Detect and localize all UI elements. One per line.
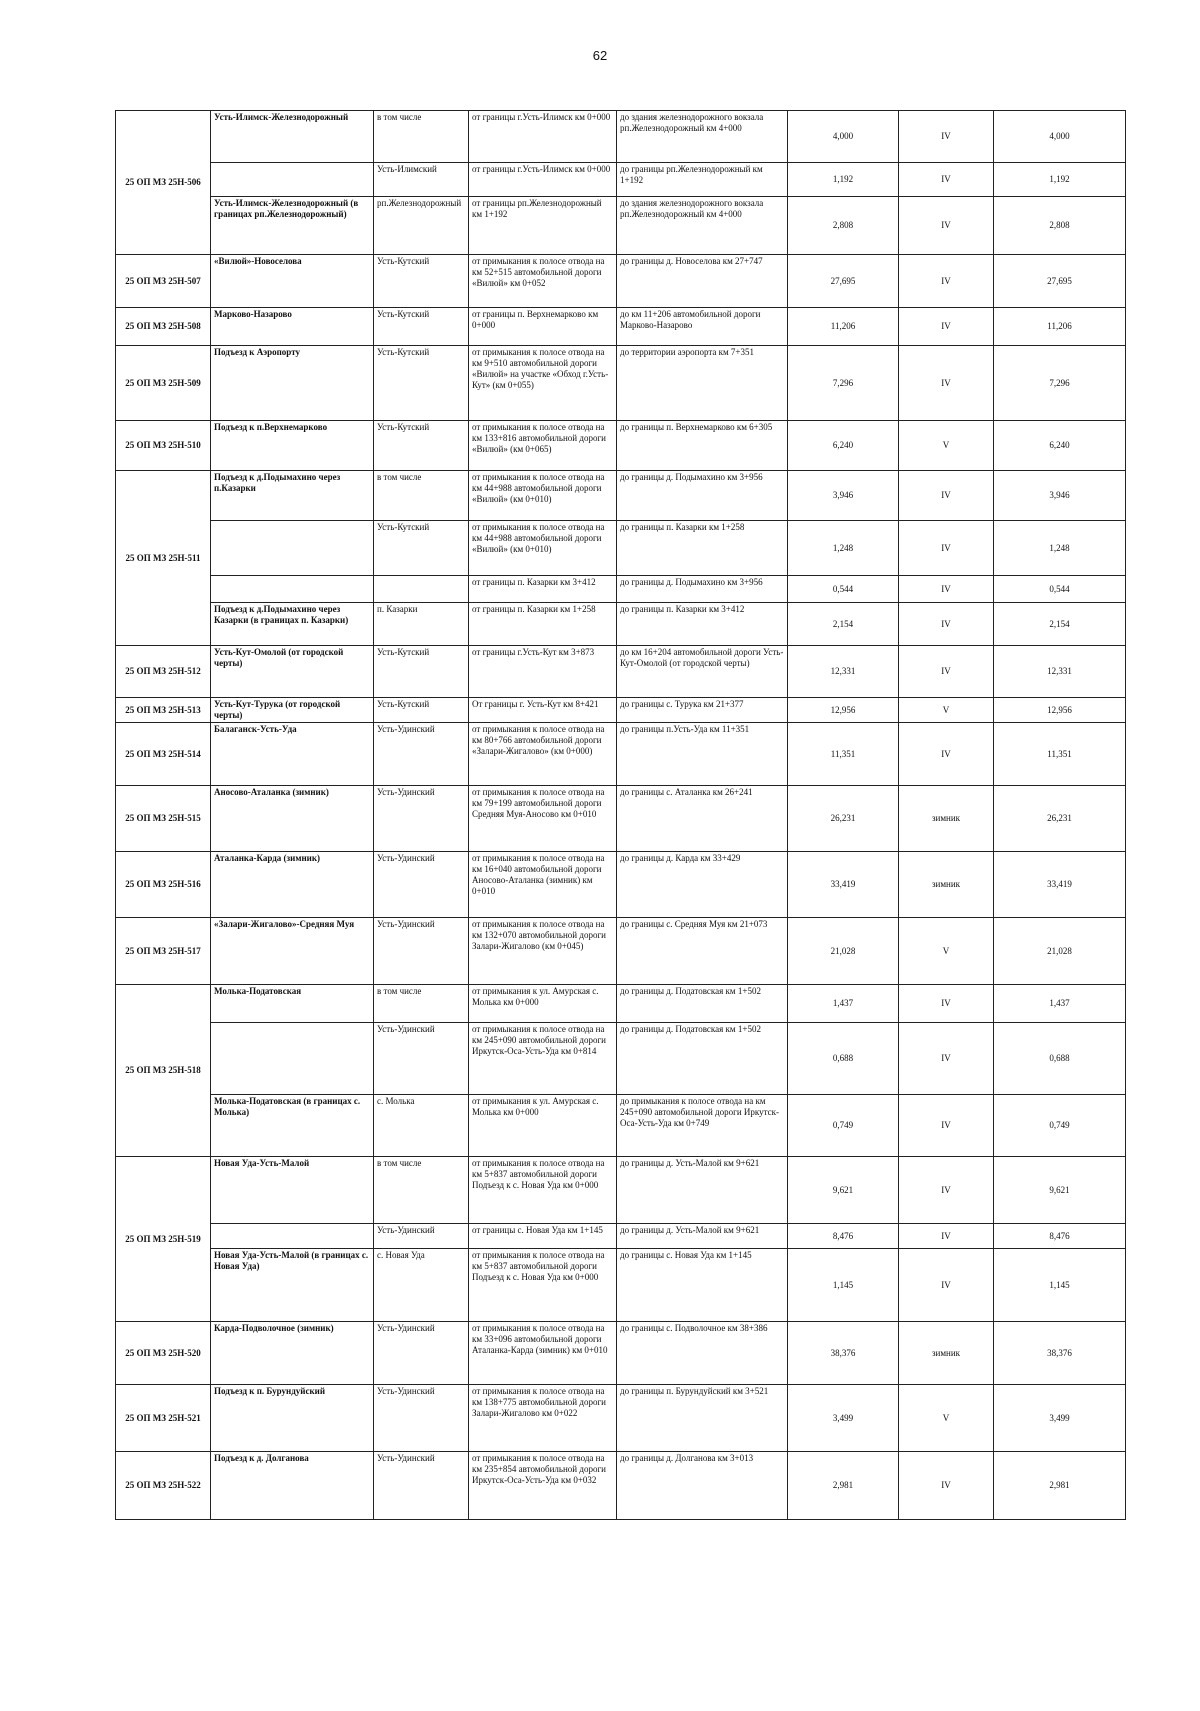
- total-length-cell: 21,028: [994, 918, 1126, 985]
- start-point-cell: от границы с. Новая Уда км 1+145: [469, 1224, 617, 1249]
- road-name-cell: Усть-Илимск-Железнодорожный (в границах рп.Железнодорожный): [211, 197, 374, 255]
- end-point-cell: до здания железнодорожного вокзала рп.Железнодорожный км 4+000: [617, 197, 788, 255]
- category-cell: IV: [899, 576, 994, 603]
- road-name-cell: Подъезд к п. Бурундуйский: [211, 1385, 374, 1452]
- road-register-table: [115, 110, 1126, 1520]
- total-length-cell: 12,956: [994, 698, 1126, 723]
- end-point-cell: до границы с. Средняя Муя км 21+073: [617, 918, 788, 985]
- start-point-cell: от примыкания к полосе отвода на км 44+988 автомобильной дороги «Вилюй» (км 0+010): [469, 521, 617, 576]
- table-row: [116, 1224, 1126, 1249]
- district-cell: Усть-Кутский: [374, 521, 469, 576]
- table-row: [116, 346, 1126, 421]
- category-cell: IV: [899, 471, 994, 521]
- road-name-cell: Молька-Податовская (в границах с. Молька): [211, 1095, 374, 1157]
- total-length-cell: 26,231: [994, 786, 1126, 852]
- length-cell: 1,437: [788, 985, 899, 1023]
- table-row: [116, 1322, 1126, 1385]
- category-cell: V: [899, 918, 994, 985]
- end-point-cell: до границы п. Казарки км 3+412: [617, 603, 788, 646]
- table-body: [116, 111, 1126, 1520]
- road-name-cell: Молька-Податовская: [211, 985, 374, 1023]
- start-point-cell: от примыкания к полосе отвода на км 52+515 автомобильной дороги «Вилюй» км 0+052: [469, 255, 617, 308]
- length-cell: 0,544: [788, 576, 899, 603]
- length-cell: 0,688: [788, 1023, 899, 1095]
- category-cell: IV: [899, 646, 994, 698]
- start-point-cell: от примыкания к полосе отвода на км 80+766 автомобильной дороги «Залари-Жигалово» (км 0+000): [469, 723, 617, 786]
- length-cell: 3,499: [788, 1385, 899, 1452]
- district-cell: Усть-Кутский: [374, 308, 469, 346]
- table-row: [116, 308, 1126, 346]
- start-point-cell: от примыкания к полосе отвода на км 235+854 автомобильной дороги Иркутск-Оса-Усть-Уда км 0+032: [469, 1452, 617, 1520]
- start-point-cell: от границы г.Усть-Илимск км 0+000: [469, 111, 617, 163]
- table-row: [116, 111, 1126, 163]
- length-cell: 27,695: [788, 255, 899, 308]
- table-row: [116, 197, 1126, 255]
- start-point-cell: от примыкания к полосе отвода на км 79+199 автомобильной дороги Средняя Муя-Аносово км 0+010: [469, 786, 617, 852]
- road-name-cell: Усть-Кут-Турука (от городской черты): [211, 698, 374, 723]
- district-cell: Усть-Удинский: [374, 1322, 469, 1385]
- total-length-cell: 2,981: [994, 1452, 1126, 1520]
- total-length-cell: 8,476: [994, 1224, 1126, 1249]
- start-point-cell: от примыкания к полосе отвода на км 133+816 автомобильной дороги «Вилюй» (км 0+065): [469, 421, 617, 471]
- start-point-cell: от границы г.Усть-Кут км 3+873: [469, 646, 617, 698]
- road-code-cell: 25 ОП МЗ 25Н-521: [116, 1385, 211, 1452]
- road-name-cell: Усть-Илимск-Железнодорожный: [211, 111, 374, 163]
- total-length-cell: 12,331: [994, 646, 1126, 698]
- road-name-cell: [211, 1224, 374, 1249]
- end-point-cell: до границы д. Усть-Малой км 9+621: [617, 1157, 788, 1224]
- table-row: [116, 576, 1126, 603]
- table-row: [116, 1157, 1126, 1224]
- category-cell: IV: [899, 111, 994, 163]
- road-code-cell: 25 ОП МЗ 25Н-512: [116, 646, 211, 698]
- start-point-cell: от границы п. Верхнемарково км 0+000: [469, 308, 617, 346]
- category-cell: IV: [899, 1095, 994, 1157]
- road-code-cell: 25 ОП МЗ 25Н-522: [116, 1452, 211, 1520]
- road-name-cell: Аталанка-Карда (зимник): [211, 852, 374, 918]
- total-length-cell: 33,419: [994, 852, 1126, 918]
- road-name-cell: Подъезд к п.Верхнемарково: [211, 421, 374, 471]
- category-cell: IV: [899, 346, 994, 421]
- road-name-cell: Усть-Кут-Омолой (от городской черты): [211, 646, 374, 698]
- road-name-cell: Марково-Назарово: [211, 308, 374, 346]
- road-code-cell: 25 ОП МЗ 25Н-508: [116, 308, 211, 346]
- end-point-cell: до границы рп.Железнодорожный км 1+192: [617, 163, 788, 197]
- length-cell: 2,808: [788, 197, 899, 255]
- total-length-cell: 1,145: [994, 1249, 1126, 1322]
- road-name-cell: Аносово-Аталанка (зимник): [211, 786, 374, 852]
- end-point-cell: до здания железнодорожного вокзала рп.Железнодорожный км 4+000: [617, 111, 788, 163]
- length-cell: 7,296: [788, 346, 899, 421]
- category-cell: зимник: [899, 786, 994, 852]
- length-cell: 12,331: [788, 646, 899, 698]
- district-cell: Усть-Удинский: [374, 723, 469, 786]
- road-name-cell: Подъезд к д.Подымахино через Казарки (в границах п. Казарки): [211, 603, 374, 646]
- start-point-cell: от границы рп.Железнодорожный км 1+192: [469, 197, 617, 255]
- length-cell: 11,206: [788, 308, 899, 346]
- district-cell: Усть-Кутский: [374, 346, 469, 421]
- category-cell: IV: [899, 163, 994, 197]
- length-cell: 8,476: [788, 1224, 899, 1249]
- district-cell: Усть-Удинский: [374, 852, 469, 918]
- length-cell: 4,000: [788, 111, 899, 163]
- page-number: 62: [592, 48, 608, 63]
- district-cell: Усть-Удинский: [374, 1023, 469, 1095]
- category-cell: зимник: [899, 852, 994, 918]
- start-point-cell: от примыкания к полосе отвода на км 5+837 автомобильной дороги Подъезд к с. Новая Уда км 0+000: [469, 1249, 617, 1322]
- end-point-cell: до границы с. Турука км 21+377: [617, 698, 788, 723]
- end-point-cell: до границы п. Верхнемарково км 6+305: [617, 421, 788, 471]
- category-cell: IV: [899, 255, 994, 308]
- length-cell: 12,956: [788, 698, 899, 723]
- start-point-cell: от примыкания к ул. Амурская с. Молька км 0+000: [469, 985, 617, 1023]
- length-cell: 1,145: [788, 1249, 899, 1322]
- road-name-cell: Новая Уда-Усть-Малой: [211, 1157, 374, 1224]
- total-length-cell: 9,621: [994, 1157, 1126, 1224]
- length-cell: 26,231: [788, 786, 899, 852]
- district-cell: Усть-Удинский: [374, 786, 469, 852]
- road-code-cell: 25 ОП МЗ 25Н-517: [116, 918, 211, 985]
- road-name-cell: Подъезд к д.Подымахино через п.Казарки: [211, 471, 374, 521]
- category-cell: V: [899, 1385, 994, 1452]
- road-name-cell: [211, 576, 374, 603]
- district-cell: Усть-Удинский: [374, 1385, 469, 1452]
- category-cell: IV: [899, 603, 994, 646]
- category-cell: IV: [899, 985, 994, 1023]
- road-name-cell: [211, 521, 374, 576]
- end-point-cell: до примыкания к полосе отвода на км 245+090 автомобильной дороги Иркутск-Оса-Усть-Уда км 0+749: [617, 1095, 788, 1157]
- road-code-cell: 25 ОП МЗ 25Н-516: [116, 852, 211, 918]
- road-code-cell: 25 ОП МЗ 25Н-507: [116, 255, 211, 308]
- road-code-cell: 25 ОП МЗ 25Н-513: [116, 698, 211, 723]
- start-point-cell: от примыкания к полосе отвода на км 138+775 автомобильной дороги Залари-Жигалово км 0+022: [469, 1385, 617, 1452]
- category-cell: IV: [899, 521, 994, 576]
- district-cell: [374, 576, 469, 603]
- road-name-cell: [211, 163, 374, 197]
- start-point-cell: от границы п. Казарки км 3+412: [469, 576, 617, 603]
- total-length-cell: 3,946: [994, 471, 1126, 521]
- start-point-cell: от примыкания к полосе отвода на км 44+988 автомобильной дороги «Вилюй» (км 0+010): [469, 471, 617, 521]
- category-cell: V: [899, 698, 994, 723]
- road-name-cell: [211, 1023, 374, 1095]
- end-point-cell: до границы с. Аталанка км 26+241: [617, 786, 788, 852]
- length-cell: 6,240: [788, 421, 899, 471]
- total-length-cell: 1,248: [994, 521, 1126, 576]
- category-cell: IV: [899, 1157, 994, 1224]
- category-cell: зимник: [899, 1322, 994, 1385]
- category-cell: IV: [899, 1452, 994, 1520]
- end-point-cell: до границы д. Карда км 33+429: [617, 852, 788, 918]
- length-cell: 3,946: [788, 471, 899, 521]
- end-point-cell: до границы с. Подволочное км 38+386: [617, 1322, 788, 1385]
- district-cell: Усть-Кутский: [374, 698, 469, 723]
- table-row: [116, 698, 1126, 723]
- end-point-cell: до границы п.Усть-Уда км 11+351: [617, 723, 788, 786]
- table-row: [116, 1023, 1126, 1095]
- total-length-cell: 0,544: [994, 576, 1126, 603]
- table-row: [116, 1249, 1126, 1322]
- table-row: [116, 255, 1126, 308]
- table-row: [116, 646, 1126, 698]
- table-row: [116, 471, 1126, 521]
- road-code-cell: 25 ОП МЗ 25Н-515: [116, 786, 211, 852]
- total-length-cell: 0,749: [994, 1095, 1126, 1157]
- district-cell: Усть-Кутский: [374, 646, 469, 698]
- road-name-cell: Подъезд к Аэропорту: [211, 346, 374, 421]
- start-point-cell: от примыкания к полосе отвода на км 16+040 автомобильной дороги Аносово-Аталанка (зимник) км 0+010: [469, 852, 617, 918]
- district-cell: в том числе: [374, 1157, 469, 1224]
- road-code-cell: 25 ОП МЗ 25Н-506: [116, 111, 211, 255]
- total-length-cell: 6,240: [994, 421, 1126, 471]
- start-point-cell: От границы г. Усть-Кут км 8+421: [469, 698, 617, 723]
- end-point-cell: до границы п. Казарки км 1+258: [617, 521, 788, 576]
- table-row: [116, 1452, 1126, 1520]
- table-row: [116, 421, 1126, 471]
- start-point-cell: от примыкания к полосе отвода на км 132+070 автомобильной дороги Залари-Жигалово (км 0+045): [469, 918, 617, 985]
- start-point-cell: от примыкания к полосе отвода на км 245+090 автомобильной дороги Иркутск-Оса-Усть-Уда км 0+814: [469, 1023, 617, 1095]
- category-cell: IV: [899, 1249, 994, 1322]
- category-cell: IV: [899, 197, 994, 255]
- road-code-cell: 25 ОП МЗ 25Н-514: [116, 723, 211, 786]
- district-cell: в том числе: [374, 985, 469, 1023]
- end-point-cell: до границы п. Бурундуйский км 3+521: [617, 1385, 788, 1452]
- table-row: [116, 918, 1126, 985]
- end-point-cell: до км 11+206 автомобильной дороги Марково-Назарово: [617, 308, 788, 346]
- length-cell: 9,621: [788, 1157, 899, 1224]
- end-point-cell: до границы д. Подымахино км 3+956: [617, 576, 788, 603]
- road-code-cell: 25 ОП МЗ 25Н-518: [116, 985, 211, 1157]
- total-length-cell: 11,206: [994, 308, 1126, 346]
- category-cell: IV: [899, 1023, 994, 1095]
- length-cell: 1,248: [788, 521, 899, 576]
- district-cell: в том числе: [374, 111, 469, 163]
- start-point-cell: от границы п. Казарки км 1+258: [469, 603, 617, 646]
- start-point-cell: от примыкания к ул. Амурская с. Молька км 0+000: [469, 1095, 617, 1157]
- district-cell: в том числе: [374, 471, 469, 521]
- district-cell: Усть-Удинский: [374, 1224, 469, 1249]
- length-cell: 0,749: [788, 1095, 899, 1157]
- end-point-cell: до границы с. Новая Уда км 1+145: [617, 1249, 788, 1322]
- total-length-cell: 2,154: [994, 603, 1126, 646]
- total-length-cell: 0,688: [994, 1023, 1126, 1095]
- end-point-cell: до территории аэропорта км 7+351: [617, 346, 788, 421]
- road-code-cell: 25 ОП МЗ 25Н-519: [116, 1157, 211, 1322]
- table-row: [116, 1385, 1126, 1452]
- table-row: [116, 521, 1126, 576]
- category-cell: IV: [899, 1224, 994, 1249]
- length-cell: 2,154: [788, 603, 899, 646]
- district-cell: Усть-Удинский: [374, 1452, 469, 1520]
- district-cell: Усть-Удинский: [374, 918, 469, 985]
- total-length-cell: 4,000: [994, 111, 1126, 163]
- table-row: [116, 163, 1126, 197]
- start-point-cell: от примыкания к полосе отвода на км 33+096 автомобильной дороги Аталанка-Карда (зимник) км 0+010: [469, 1322, 617, 1385]
- end-point-cell: до км 16+204 автомобильной дороги Усть-Кут-Омолой (от городской черты): [617, 646, 788, 698]
- length-cell: 21,028: [788, 918, 899, 985]
- district-cell: рп.Железнодорожный: [374, 197, 469, 255]
- total-length-cell: 38,376: [994, 1322, 1126, 1385]
- category-cell: IV: [899, 723, 994, 786]
- road-name-cell: «Залари-Жигалово»-Средняя Муя: [211, 918, 374, 985]
- table-row: [116, 603, 1126, 646]
- length-cell: 11,351: [788, 723, 899, 786]
- road-code-cell: 25 ОП МЗ 25Н-520: [116, 1322, 211, 1385]
- start-point-cell: от примыкания к полосе отвода на км 5+837 автомобильной дороги Подъезд к с. Новая Уда км 0+000: [469, 1157, 617, 1224]
- total-length-cell: 3,499: [994, 1385, 1126, 1452]
- district-cell: Усть-Кутский: [374, 255, 469, 308]
- length-cell: 2,981: [788, 1452, 899, 1520]
- category-cell: IV: [899, 308, 994, 346]
- district-cell: Усть-Кутский: [374, 421, 469, 471]
- length-cell: 38,376: [788, 1322, 899, 1385]
- end-point-cell: до границы д. Податовская км 1+502: [617, 1023, 788, 1095]
- table-row: [116, 786, 1126, 852]
- road-code-cell: 25 ОП МЗ 25Н-509: [116, 346, 211, 421]
- road-name-cell: Балаганск-Усть-Уда: [211, 723, 374, 786]
- district-cell: с. Молька: [374, 1095, 469, 1157]
- total-length-cell: 2,808: [994, 197, 1126, 255]
- start-point-cell: от примыкания к полосе отвода на км 9+510 автомобильной дороги «Вилюй» на участке «Обход г.Усть-Кут» (км 0+055): [469, 346, 617, 421]
- table-row: [116, 852, 1126, 918]
- end-point-cell: до границы д. Новоселова км 27+747: [617, 255, 788, 308]
- road-name-cell: Новая Уда-Усть-Малой (в границах с. Новая Уда): [211, 1249, 374, 1322]
- road-code-cell: 25 ОП МЗ 25Н-510: [116, 421, 211, 471]
- road-name-cell: «Вилюй»-Новоселова: [211, 255, 374, 308]
- road-name-cell: Карда-Подволочное (зимник): [211, 1322, 374, 1385]
- district-cell: п. Казарки: [374, 603, 469, 646]
- road-name-cell: Подъезд к д. Долганова: [211, 1452, 374, 1520]
- district-cell: Усть-Илимский: [374, 163, 469, 197]
- total-length-cell: 7,296: [994, 346, 1126, 421]
- total-length-cell: 1,192: [994, 163, 1126, 197]
- total-length-cell: 1,437: [994, 985, 1126, 1023]
- table-row: [116, 985, 1126, 1023]
- total-length-cell: 27,695: [994, 255, 1126, 308]
- start-point-cell: от границы г.Усть-Илимск км 0+000: [469, 163, 617, 197]
- category-cell: V: [899, 421, 994, 471]
- end-point-cell: до границы д. Подымахино км 3+956: [617, 471, 788, 521]
- end-point-cell: до границы д. Усть-Малой км 9+621: [617, 1224, 788, 1249]
- table-row: [116, 723, 1126, 786]
- end-point-cell: до границы д. Долганова км 3+013: [617, 1452, 788, 1520]
- end-point-cell: до границы д. Податовская км 1+502: [617, 985, 788, 1023]
- length-cell: 33,419: [788, 852, 899, 918]
- total-length-cell: 11,351: [994, 723, 1126, 786]
- length-cell: 1,192: [788, 163, 899, 197]
- district-cell: с. Новая Уда: [374, 1249, 469, 1322]
- road-code-cell: 25 ОП МЗ 25Н-511: [116, 471, 211, 646]
- table-row: [116, 1095, 1126, 1157]
